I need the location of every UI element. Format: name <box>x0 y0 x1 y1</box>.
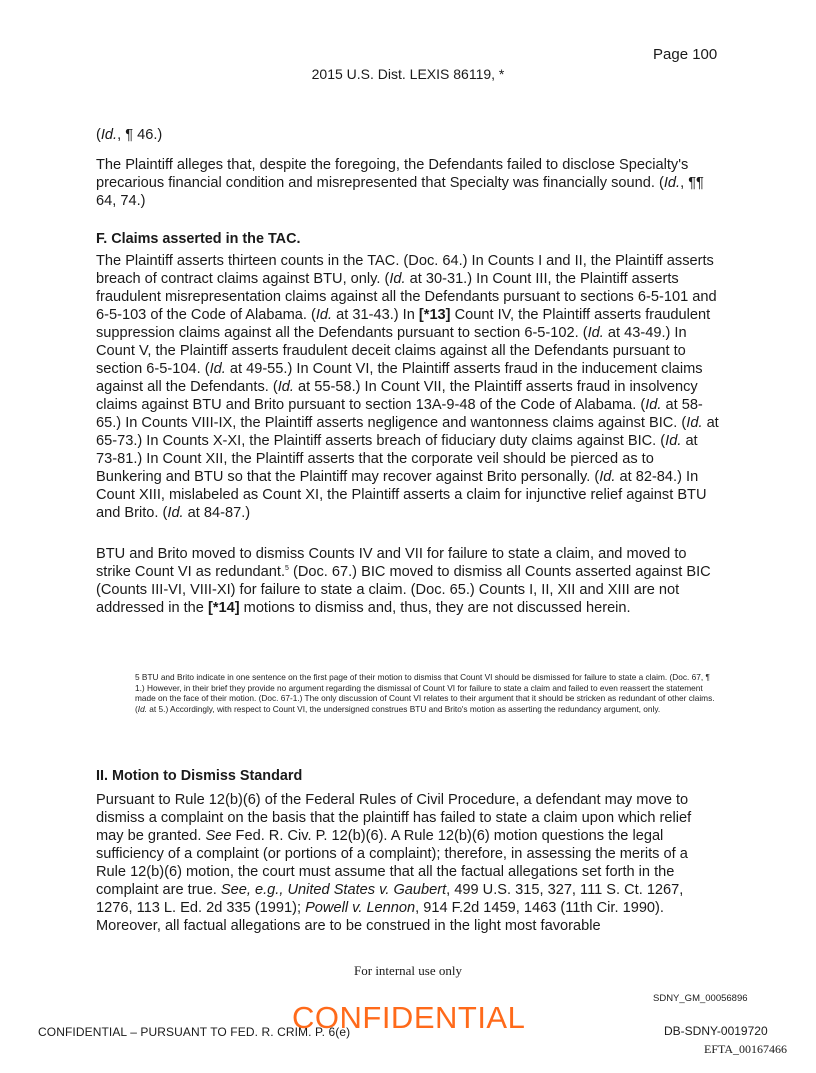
paragraph-allegation <box>96 156 721 210</box>
text: , ¶ 46.) <box>117 127 163 143</box>
internal-use-notice: For internal use only <box>354 963 462 978</box>
id-ref: Id. <box>315 307 333 323</box>
text: , ¶¶ 64, 74.) <box>96 175 704 209</box>
confidential-notice: CONFIDENTIAL – PURSUANT TO FED. R. CRIM. P. 6(e) <box>38 1025 351 1039</box>
case-name: Powell v. Lennon <box>305 900 416 916</box>
text: 5 BTU and Brito indicate in one sentence on the first page of their motion to dismiss that Count VI should be dismissed for failure to state a claim. (Doc. 67, ¶ 1.) However, in their brief they provide no argument regarding the dismissal of Count VI for failure to state a claim and failed to even reassert the statement made on the face of their motion. (Doc. 67-1.) The only discussion of Count VI relates to their argument that it should be stricken as redundant of other claims. ( <box>135 672 715 714</box>
text: BTU and Brito moved to dismiss Counts IV and VII for failure to state a claim, and moved to strike Count VI as redundant. <box>96 546 687 580</box>
bates-number-secondary: DB-SDNY-0019720 <box>664 1024 768 1038</box>
signal: See <box>205 828 232 844</box>
id-ref: Id. <box>389 271 406 287</box>
paragraph-standard <box>96 791 721 935</box>
page-number: Page 100 <box>653 46 718 63</box>
id-ref: Id. <box>100 127 118 143</box>
text: at 30-31.) In Count III, the Plaintiff asserts fraudulent misrepresentation claims against all the Defendants pursuant to sections 6-5-101 and 6-5-103 of the Code of Alabama. ( <box>96 271 717 323</box>
footnote <box>135 672 715 714</box>
text: Pursuant to Rule 12(b)(6) of the Federal Rules of Civil Procedure, a defendant may move to dismiss a complaint on the basis that the plaintiff has failed to state a claim upon which relief may be granted. <box>96 792 692 844</box>
page-pin: [*14] <box>207 600 240 616</box>
text: Fed. R. Civ. P. 12(b)(6). A Rule 12(b)(6) motion questions the legal sufficiency of a complaint (or portions of a complaint); therefore, in assessing the merits of a Rule 12(b)(6) motion, the court must assume that all the factual allegations set forth in the complaint are true. <box>96 828 688 898</box>
section-heading-standard: II. Motion to Dismiss Standard <box>96 768 303 784</box>
text: at 5.) Accordingly, with respect to Count VI, the undersigned construes BTU and Brito's motion as asserting the redundancy argument, only. <box>147 703 661 714</box>
text: The Plaintiff asserts thirteen counts in the TAC. (Doc. 64.) In Counts I and II, the Plaintiff asserts breach of contract claims against BTU, only. ( <box>96 253 714 287</box>
text: The Plaintiff alleges that, despite the foregoing, the Defendants failed to disclose Specialty's precarious financial condition and misrepresented that Specialty was financially sound. ( <box>96 157 689 191</box>
text: (Doc. 67.) BIC moved to dismiss all Counts asserted against BIC (Counts III-VI, VIII-XI) for failure to state a claim. (Doc. 65.) Counts I, II, XII and XIII are not addressed in the <box>96 564 711 616</box>
id-ref: Id. <box>167 505 184 521</box>
text: at 49-55.) In Count VI, the Plaintiff asserts fraud in the inducement claims against all the Defendants. ( <box>96 361 703 395</box>
id-ref: Id. <box>665 433 682 449</box>
paragraph-claims <box>96 252 721 522</box>
text: at 43-49.) In Count V, the Plaintiff asserts fraudulent deceit claims against all the Defendants pursuant to section 6-5-104. ( <box>96 325 687 377</box>
section-heading-claims: F. Claims asserted in the TAC. <box>96 231 301 247</box>
text: , 914 F.2d 1459, 1463 (11th Cir. 1990). Moreover, all factual allegations are to be construed in the light most favorable <box>96 900 664 934</box>
text: at 31-43.) In <box>332 307 419 323</box>
id-ref: Id. <box>277 379 294 395</box>
id-ref: Id. <box>663 175 681 191</box>
id-ref: Id. <box>209 361 226 377</box>
paragraph-motions <box>96 545 721 617</box>
text: , 499 U.S. 315, 327, 111 S. Ct. 1267, 1276, 113 L. Ed. 2d 335 (1991); <box>96 882 684 916</box>
efta-number: EFTA_00167466 <box>704 1042 788 1056</box>
text: at 58-65.) In Counts VIII-IX, the Plaintiff asserts negligence and wantonness claims against BIC. ( <box>96 397 703 431</box>
text: Count IV, the Plaintiff asserts fraudulent suppression claims against all the Defendants pursuant to section 6-5-102. ( <box>96 307 711 341</box>
text: motions to dismiss and, thus, they are not discussed herein. <box>239 600 631 616</box>
paragraph-id-ref: (Id., ¶ 46.) <box>96 127 163 143</box>
id-ref: Id. <box>599 469 616 485</box>
page-pin: [*13] <box>418 307 451 323</box>
bates-number: SDNY_GM_00056896 <box>653 993 748 1004</box>
confidential-stamp: CONFIDENTIAL <box>292 1000 526 1035</box>
text: at 65-73.) In Counts X-XI, the Plaintiff asserts breach of fiduciary duty claims against BIC. ( <box>96 415 719 449</box>
text: at 55-58.) In Count VII, the Plaintiff asserts fraud in insolvency claims against BTU and Brito pursuant to section 13A-9-48 of the Code of Alabama. ( <box>96 379 698 413</box>
id-ref: Id. <box>587 325 604 341</box>
footnote-ref[interactable]: 5 <box>285 565 289 573</box>
text: at 82-84.) In Count XIII, mislabeled as Count XI, the Plaintiff asserts a claim for injunctive relief against BTU and Brito. ( <box>96 469 707 521</box>
id-ref: Id. <box>645 397 662 413</box>
text: at 73-81.) In Count XII, the Plaintiff asserts that the corporate veil should be pierced as to Bunkering and BTU so that the Plaintiff may recover against Brito personally. ( <box>96 433 698 485</box>
text: at 84-87.) <box>183 505 251 521</box>
id-ref: Id. <box>137 703 147 714</box>
case-citation: 2015 U.S. Dist. LEXIS 86119, * <box>311 66 505 82</box>
id-ref: Id. <box>686 415 703 431</box>
case-name: See, e.g., United States v. Gaubert <box>220 882 447 898</box>
